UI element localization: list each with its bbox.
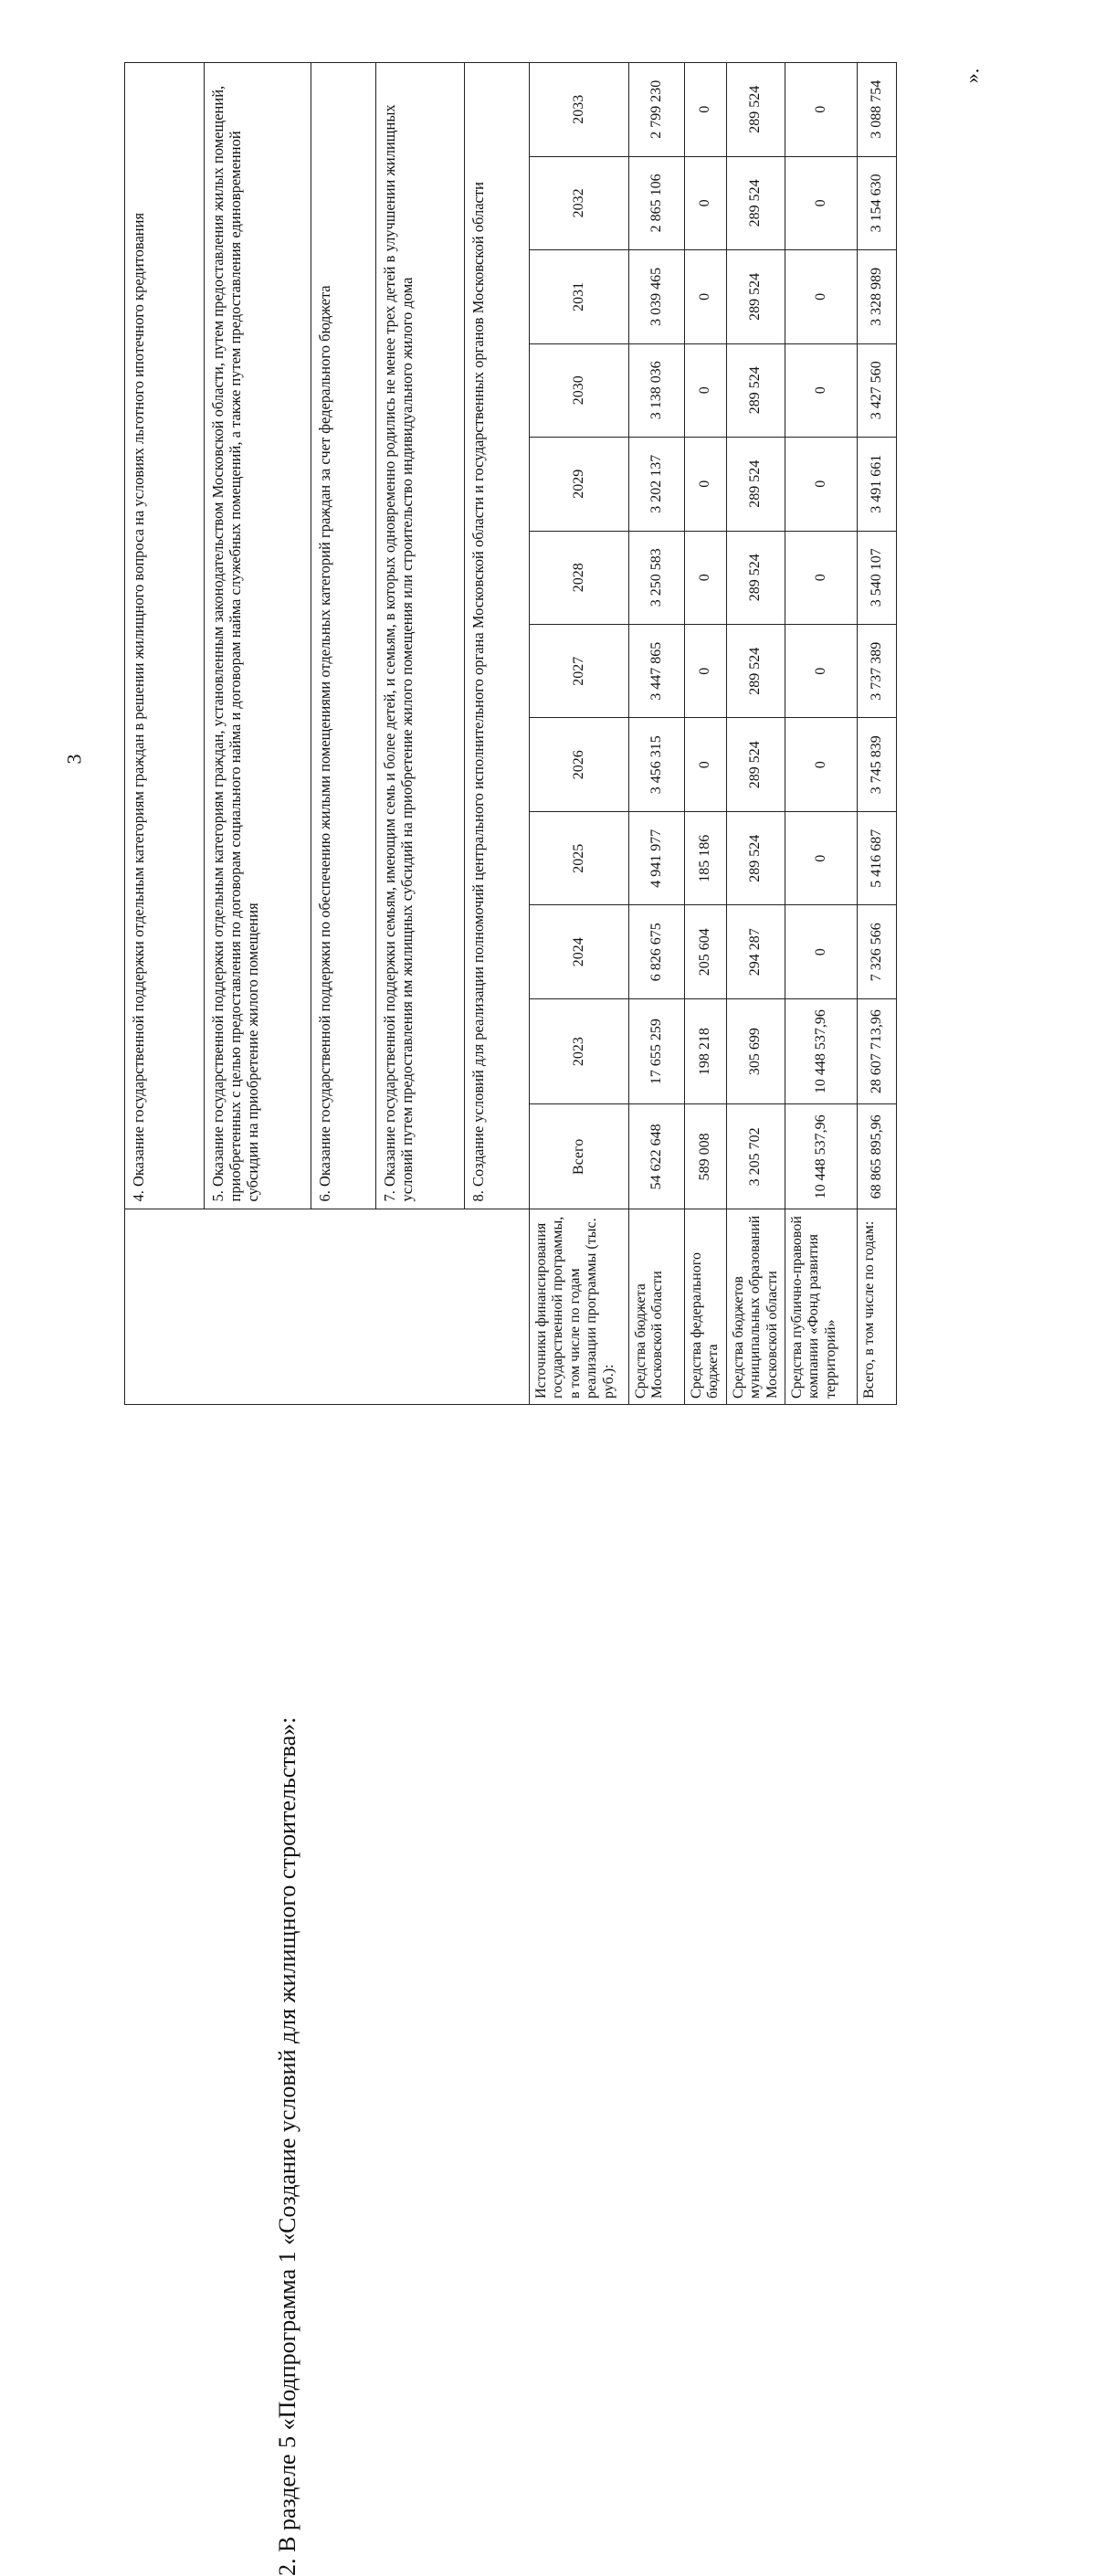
finance-cell: 3 039 465	[629, 250, 685, 343]
task-row	[376, 63, 465, 1405]
task-item: 5. Оказание государственной поддержки отдельным категориям граждан, установленным законодательством Московской области, путем предоставления жилых помещений, приобретенных с целью предоставления по договорам социального найма и договорам найма служебных помещений, а также путем предоставления единовременной субсидии на приобретение жилого помещения	[205, 63, 311, 1210]
finance-cell: 205 604	[685, 905, 727, 998]
finance-cell: 0	[785, 625, 857, 718]
column-header: 2028	[530, 531, 629, 624]
finance-cell: 10 448 537,96	[785, 1104, 857, 1209]
program-table	[124, 62, 897, 1405]
finance-cell: 198 218	[685, 998, 727, 1103]
program-table-container	[124, 62, 974, 1405]
task-row	[311, 63, 376, 1405]
empty-label-cell	[125, 1209, 530, 1405]
column-header: 2024	[530, 905, 629, 998]
finance-row-label: Средства бюджета Московской области	[629, 1209, 685, 1405]
finance-cell: 0	[685, 718, 727, 811]
finance-row-label: Всего, в том числе по годам:	[857, 1209, 896, 1405]
closing-quote: ».	[960, 68, 984, 84]
finance-row-label: Средства федерального бюджета	[685, 1209, 727, 1405]
finance-header-row	[530, 63, 629, 1405]
finance-cell: 3 205 702	[726, 1104, 785, 1209]
column-header: 2031	[530, 250, 629, 343]
finance-total-row	[857, 63, 896, 1405]
finance-cell: 0	[785, 63, 857, 157]
finance-cell: 2 799 230	[629, 63, 685, 157]
finance-cell: 3 154 630	[857, 156, 896, 249]
finance-cell: 3 250 583	[629, 531, 685, 624]
finance-row-label: Средства публично-правовой компании «Фонд развития территорий»	[785, 1209, 857, 1405]
finance-row	[726, 63, 785, 1405]
task-row	[465, 63, 530, 1405]
finance-cell: 0	[785, 343, 857, 437]
finance-cell: 2 865 106	[629, 156, 685, 249]
finance-cell: 3 456 315	[629, 718, 685, 811]
finance-cell: 10 448 537,96	[785, 998, 857, 1103]
finance-cell: 3 202 137	[629, 438, 685, 531]
finance-row	[785, 63, 857, 1405]
finance-cell: 289 524	[726, 343, 785, 437]
finance-cell: 3 540 107	[857, 531, 896, 624]
finance-cell: 0	[785, 438, 857, 531]
column-header: 2032	[530, 156, 629, 249]
task-item: 4. Оказание государственной поддержки отдельным категориям граждан в решении жилищного вопроса на условиях льготного ипотечного кредитования	[125, 63, 205, 1210]
finance-cell: 185 186	[685, 811, 727, 904]
task-row	[205, 63, 311, 1405]
finance-cell: 7 326 566	[857, 905, 896, 998]
finance-header-label: Источники финансирования государственной программы, в том числе по годам реализации программы (тыс. руб.):	[530, 1209, 629, 1405]
finance-cell: 3 491 661	[857, 438, 896, 531]
finance-cell: 3 138 036	[629, 343, 685, 437]
finance-cell: 289 524	[726, 718, 785, 811]
column-header: 2025	[530, 811, 629, 904]
finance-cell: 0	[785, 156, 857, 249]
finance-cell: 6 826 675	[629, 905, 685, 998]
finance-row	[685, 63, 727, 1405]
finance-cell: 3 427 560	[857, 343, 896, 437]
finance-cell: 289 524	[726, 438, 785, 531]
finance-cell: 0	[785, 250, 857, 343]
finance-cell: 68 865 895,96	[857, 1104, 896, 1209]
column-header: 2023	[530, 998, 629, 1103]
finance-cell: 0	[785, 718, 857, 811]
finance-cell: 289 524	[726, 250, 785, 343]
finance-cell: 54 622 648	[629, 1104, 685, 1209]
finance-cell: 589 008	[685, 1104, 727, 1209]
finance-cell: 3 737 389	[857, 625, 896, 718]
finance-cell: 3 328 989	[857, 250, 896, 343]
finance-cell: 5 416 687	[857, 811, 896, 904]
finance-cell: 3 447 865	[629, 625, 685, 718]
column-header: 2029	[530, 438, 629, 531]
finance-cell: 3 745 839	[857, 718, 896, 811]
column-header: 2027	[530, 625, 629, 718]
finance-cell: 289 524	[726, 156, 785, 249]
finance-cell: 289 524	[726, 531, 785, 624]
finance-cell: 294 287	[726, 905, 785, 998]
finance-row-label: Средства бюджетов муниципальных образований Московской области	[726, 1209, 785, 1405]
finance-cell: 0	[685, 438, 727, 531]
finance-cell: 0	[785, 531, 857, 624]
section-heading: 2. В разделе 5 «Подпрограмма 1 «Создание условий для жилищного строительства»:	[274, 1716, 300, 2576]
finance-cell: 289 524	[726, 811, 785, 904]
finance-cell: 4 941 977	[629, 811, 685, 904]
task-item: 7. Оказание государственной поддержки семьям, имеющим семь и более детей, и семьям, в которых одновременно родились не менее трех детей в улучшении жилищных условий путем предоставления им жилищных субсидий на приобретение жилого помещения или строительство индивидуального жилого дома	[376, 63, 465, 1210]
task-row	[125, 63, 205, 1405]
finance-cell: 0	[685, 531, 727, 624]
column-header: 2030	[530, 343, 629, 437]
column-header: Всего	[530, 1104, 629, 1209]
finance-cell: 0	[685, 250, 727, 343]
task-item: 8. Создание условий для реализации полномочий центрального исполнительного органа Московской области и государственных органов Московской области	[465, 63, 530, 1210]
finance-cell: 0	[685, 625, 727, 718]
finance-cell: 289 524	[726, 63, 785, 157]
finance-cell: 0	[685, 156, 727, 249]
task-item: 6. Оказание государственной поддержки по обеспечению жилыми помещениями отдельных категорий граждан за счет федерального бюджета	[311, 63, 376, 1210]
finance-cell: 3 088 754	[857, 63, 896, 157]
finance-cell: 0	[785, 905, 857, 998]
finance-cell: 17 655 259	[629, 998, 685, 1103]
finance-cell: 305 699	[726, 998, 785, 1103]
finance-cell: 0	[685, 343, 727, 437]
finance-cell: 28 607 713,96	[857, 998, 896, 1103]
column-header: 2033	[530, 63, 629, 157]
column-header: 2026	[530, 718, 629, 811]
finance-row	[629, 63, 685, 1405]
finance-cell: 0	[785, 811, 857, 904]
finance-cell: 289 524	[726, 625, 785, 718]
finance-cell: 0	[685, 63, 727, 157]
page-number: 3	[62, 754, 86, 765]
